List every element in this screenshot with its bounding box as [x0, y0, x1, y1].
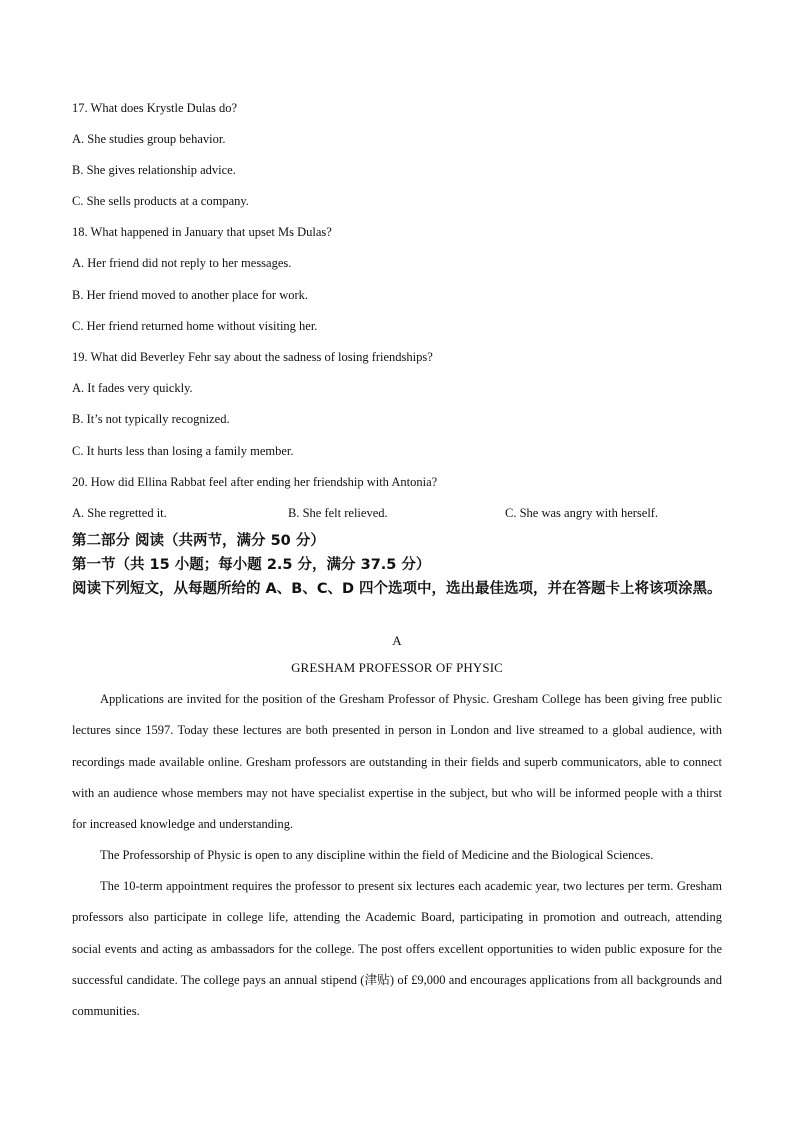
question-19-option-b: B. It’s not typically recognized.: [72, 412, 230, 426]
question-20-option-c: C. She was angry with herself.: [505, 506, 659, 520]
question-18-option-b: B. Her friend moved to another place for work.: [72, 288, 309, 302]
question-18: 18. What happened in January that upset Ms Dulas?: [72, 225, 332, 239]
part-heading: 第二部分 阅读（共两节，满分 50 分）: [72, 533, 325, 549]
question-18-option-c: C. Her friend returned home without visiting her.: [72, 319, 318, 333]
question-17-option-c: C. She sells products at a company.: [72, 194, 249, 208]
instructions: 阅读下列短文，从每题所给的 A、B、C、D 四个选项中，选出最佳选项，并在答题卡上将该项涂黑。: [72, 581, 722, 597]
question-18-option-a: A. Her friend did not reply to her messages.: [72, 256, 292, 270]
paragraph-1: Applications are invited for the position of the Gresham Professor of Physic. Gresham College has been giving free public lectures since 1597. Today these lectures are both presented in person in London and live streamed to a global audience, with recordings made available online. Gresham professors are outstanding in their fields and superb communicators, able to connect with an audience whose members may not have specialist expertise in the subject, but who will be informed people with a thirst for increased knowledge and understanding.: [72, 692, 722, 832]
question-20-option-a: A. She regretted it.: [72, 506, 167, 520]
question-20-option-b: B. She felt relieved.: [288, 506, 388, 520]
question-20: 20. How did Ellina Rabbat feel after ending her friendship with Antonia?: [72, 475, 438, 489]
question-19-option-a: A. It fades very quickly.: [72, 381, 193, 395]
passage-title: GRESHAM PROFESSOR OF PHYSIC: [291, 660, 503, 675]
question-17-option-a: A. She studies group behavior.: [72, 132, 226, 146]
passage-letter: A: [392, 633, 402, 648]
question-17-option-b: B. She gives relationship advice.: [72, 163, 236, 177]
paragraph-2: The Professorship of Physic is open to any discipline within the field of Medicine and the Biological Sciences.: [100, 848, 654, 862]
paragraph-3: The 10-term appointment requires the professor to present six lectures each academic year, two lectures per term. Gresham professors also participate in college life, attending the Academic Board, participating in promotion and outreach, attending social events and acting as ambassadors for the college. The post offers excellent opportunities to widen public exposure for the successful candidate. The college pays an annual stipend (津贴) of £9,000 and encourages applications from all backgrounds and communities.: [72, 879, 722, 1019]
question-17: 17. What does Krystle Dulas do?: [72, 101, 238, 115]
question-19-option-c: C. It hurts less than losing a family member.: [72, 444, 294, 458]
question-19: 19. What did Beverley Fehr say about the sadness of losing friendships?: [72, 350, 433, 364]
section-heading: 第一节（共 15 小题；每小题 2.5 分，满分 37.5 分）: [72, 557, 431, 573]
